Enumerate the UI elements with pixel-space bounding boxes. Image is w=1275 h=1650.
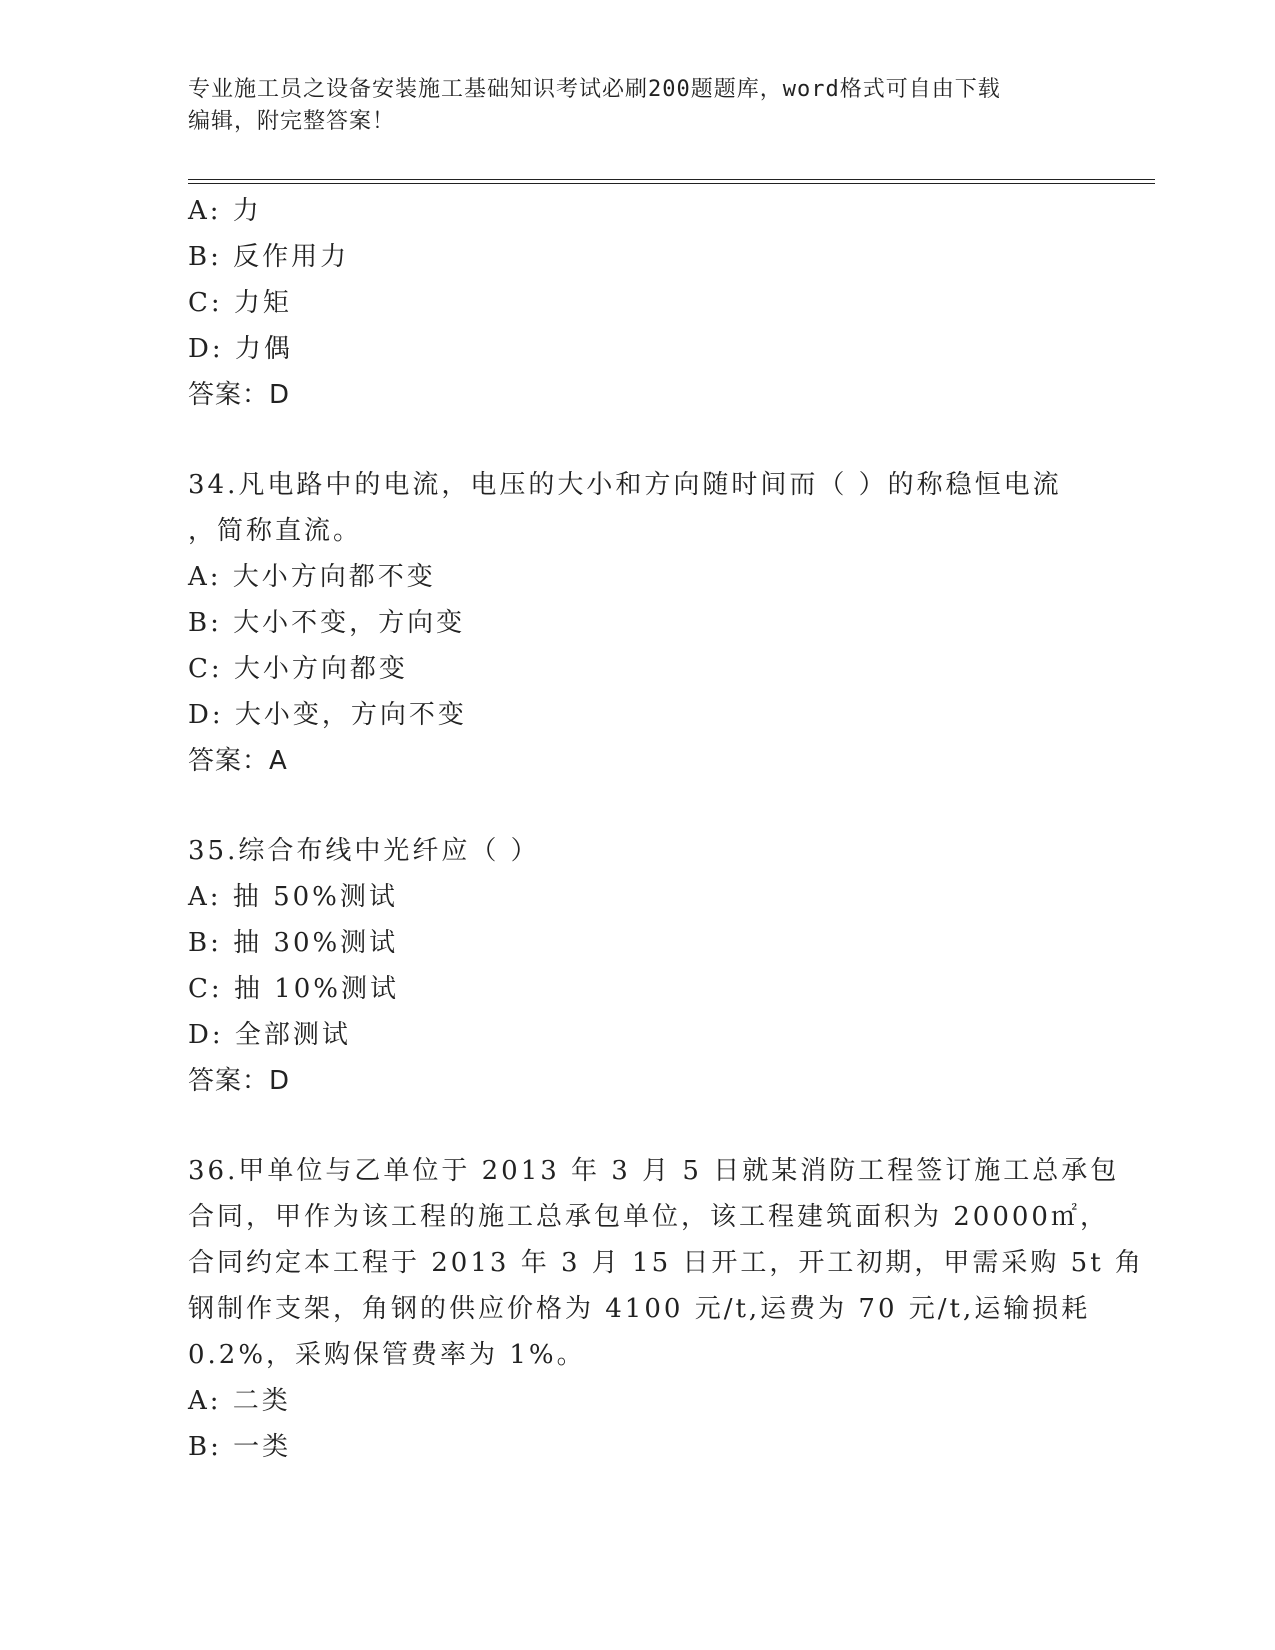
option-d: D: 大小变，方向不变 [188,700,467,730]
question-stem: 合同，甲作为该工程的施工总承包单位，该工程建筑面积为 20000㎡， [188,1202,1109,1232]
answer: 答案：D [188,380,291,410]
option-a: A: 力 [188,196,262,226]
header-line-2: 编辑，附完整答案！ [188,109,396,134]
spacer [188,1104,1088,1148]
question-list [188,188,1144,1470]
question-stem: 0.2%，采购保管费率为 1%。 [188,1340,586,1370]
option-c: C: 力矩 [188,288,292,318]
question-stem: 34.凡电路中的电流，电压的大小和方向随时间而（ ）的称稳恒电流 [188,470,1062,500]
question-stem: 36.甲单位与乙单位于 2013 年 3 月 5 日就某消防工程签订施工总承包 [188,1156,1120,1186]
document-header [188,74,1088,138]
option-c: C: 大小方向都变 [188,654,408,684]
answer: 答案：D [188,1066,291,1096]
option-a: A: 二类 [188,1386,291,1416]
question-stem: 钢制作支架，角钢的供应价格为 4100 元/t,运费为 70 元/t,运输损耗 [188,1294,1091,1324]
question-stem: 合同约定本工程于 2013 年 3 月 15 日开工，开工初期，甲需采购 5t 角 [188,1248,1144,1278]
question-35 [188,828,1088,1104]
option-a: A: 抽 50%测试 [188,882,398,912]
option-c: C: 抽 10%测试 [188,974,399,1004]
question-stem: 35.综合布线中光纤应（ ） [188,836,540,866]
question-36 [188,1148,1144,1470]
option-b: B: 反作用力 [188,242,350,272]
header-divider [188,179,1155,184]
option-d: D: 全部测试 [188,1020,351,1050]
question-stem: ，简称直流。 [188,516,363,546]
option-b: B: 抽 30%测试 [188,928,399,958]
option-d: D: 力偶 [188,334,293,364]
option-a: A: 大小方向都不变 [188,562,436,592]
header-line-1: 专业施工员之设备安装施工基础知识考试必刷200题题库，word格式可自由下载 [188,77,1001,102]
spacer [188,784,1088,828]
question-33 [188,188,1088,418]
answer: 答案：A [188,746,288,776]
spacer [188,418,1088,462]
option-b: B: 一类 [188,1432,292,1462]
option-b: B: 大小不变，方向变 [188,608,466,638]
question-34 [188,462,1088,784]
